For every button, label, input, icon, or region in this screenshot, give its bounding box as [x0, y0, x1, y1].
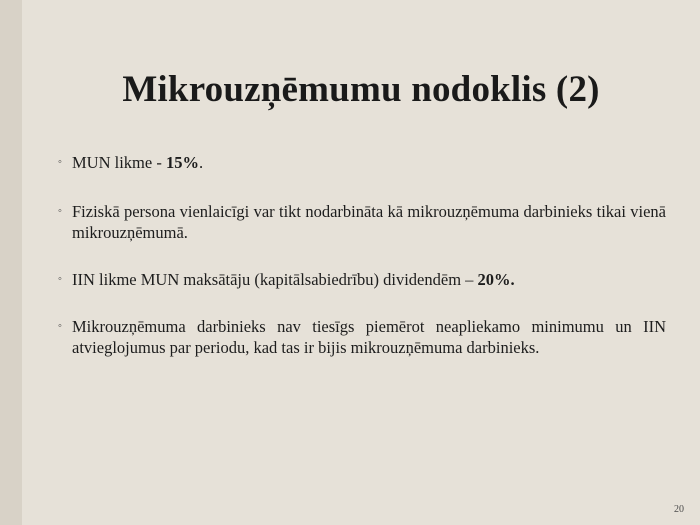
page-number: 20	[674, 504, 684, 515]
list-item	[58, 152, 666, 173]
bullet-marker-icon: ◦	[58, 320, 62, 332]
list-item	[58, 269, 666, 290]
bullet-marker-icon: ◦	[58, 156, 62, 168]
page-title: Mikrouzņēmumu nodoklis (2)	[122, 69, 600, 110]
bullet-list	[58, 152, 666, 358]
list-item	[58, 201, 666, 243]
bullet-marker-icon: ◦	[58, 205, 62, 217]
slide-left-band	[0, 0, 22, 525]
list-item-text: IIN likme MUN maksātāju (kapitālsabiedrību) dividendēm – 20%.	[72, 270, 515, 289]
list-item	[58, 316, 666, 358]
slide-content	[22, 0, 700, 525]
list-item-text: MUN likme - 15%.	[72, 153, 204, 172]
list-item-text: Mikrouzņēmuma darbinieks nav tiesīgs piemērot neapliekamo minimumu un IIN atvieglojumus par periodu, kad tas ir bijis mikrouzņēmuma darbinieks.	[72, 317, 666, 357]
list-item-text: Fiziskā persona vienlaicīgi var tikt nodarbināta kā mikrouzņēmuma darbinieks tikai vienā mikrouzņēmumā.	[72, 202, 666, 242]
bullet-marker-icon: ◦	[58, 273, 62, 285]
